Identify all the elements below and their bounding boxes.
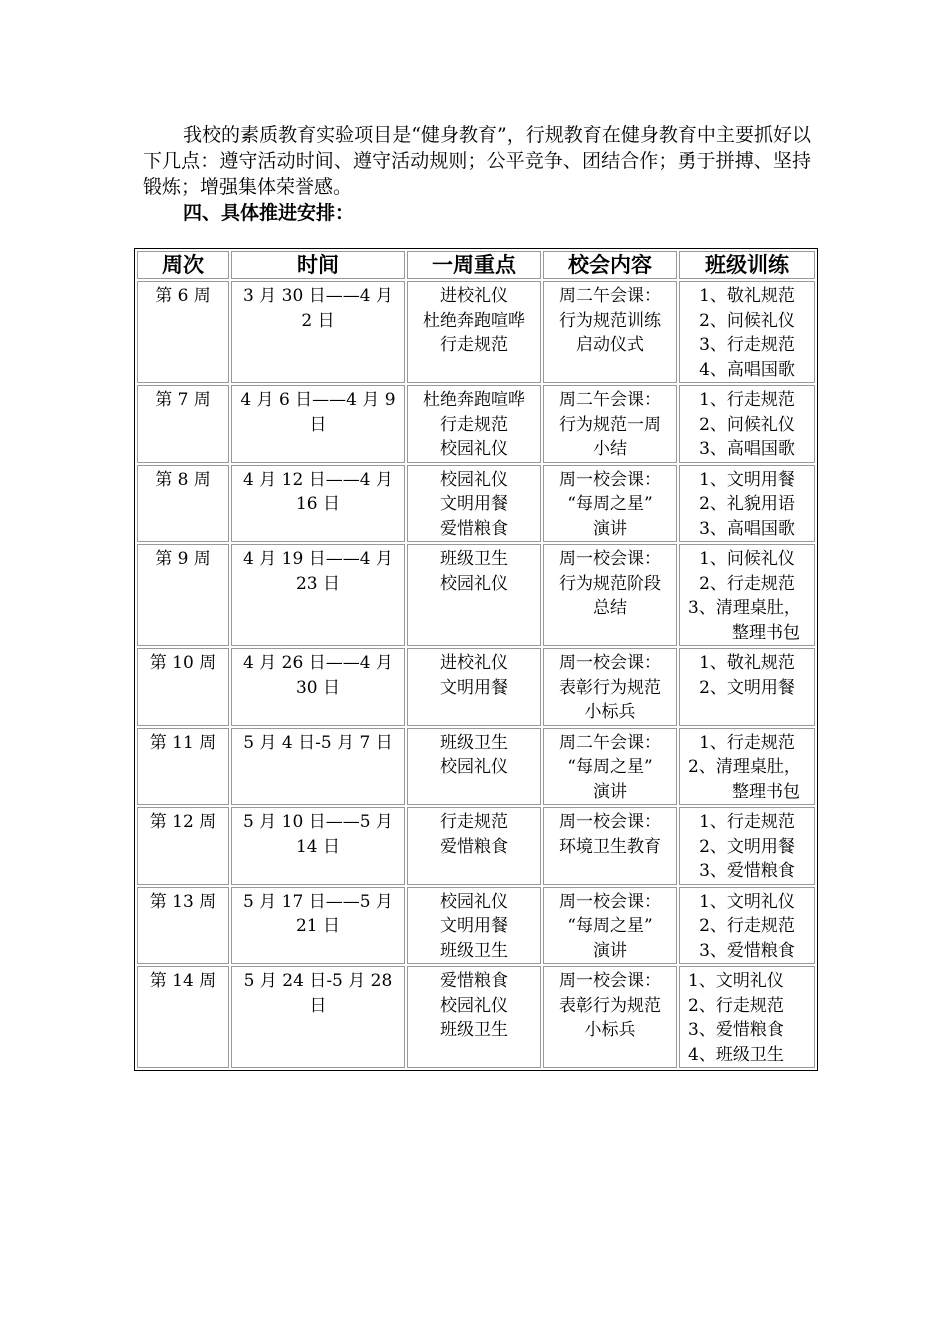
cell-training [679,887,815,965]
assembly-line: “每周之星” [567,757,653,777]
training-line: 2、问候礼仪 [699,414,795,435]
cell-training [679,966,815,1068]
assembly-line: 总结 [593,598,627,618]
section-heading: 四、具体推进安排： [183,202,355,224]
training-line: 3、高唱国歌 [699,518,795,539]
cell-focus [407,281,541,383]
assembly-line: 表彰行为规范 [559,677,661,698]
training-line: 1、行走规范 [699,732,795,753]
assembly-line: 周一校会课： [559,653,661,673]
time-line: 5 月 10 日——5 月 [243,812,393,832]
time-line: 3 月 30 日——4 月 [243,286,393,306]
focus-line: 班级卫生 [440,940,508,961]
assembly-line: 小结 [593,439,627,459]
assembly-line: 小标兵 [584,1020,636,1040]
training-line: 2、礼貌用语 [699,494,795,514]
training-line: 3、清理桌肚， [688,598,801,618]
focus-line: 班级卫生 [440,1020,508,1040]
training-line: 2、文明用餐 [699,677,795,698]
time-line: 4 月 6 日——4 月 9 [240,390,396,410]
focus-line: 班级卫生 [440,732,508,753]
cell-focus [407,648,541,726]
cell-training [679,648,815,726]
training-line: 3、爱惜粮食 [699,940,795,961]
assembly-line: 启动仪式 [576,335,644,355]
assembly-line: 行为规范训练 [559,310,661,331]
cell-focus [407,807,541,885]
cell-time [231,281,405,383]
intro-paragraph: 我校的素质教育实验项目是“健身教育”，行规教育在健身教育中主要抓好以下几点：遵守活动时间、遵守活动规则；公平竞争、团结合作；勇于拼搏、坚持锻炼；增强集体荣誉感。 [143,124,811,198]
focus-line: 爱惜粮食 [440,836,508,857]
training-line: 2、行走规范 [699,916,795,936]
cell-training [679,544,815,646]
training-line: 3、爱惜粮食 [688,1020,784,1040]
cell-week: 第 13 周 [137,887,229,965]
cell-week: 第 6 周 [137,281,229,383]
cell-training [679,465,815,543]
cell-week: 第 8 周 [137,465,229,543]
header-row [137,251,815,279]
focus-line: 校园礼仪 [440,891,508,912]
cell-time [231,465,405,543]
training-line: 2、问候礼仪 [699,310,795,331]
table-row [137,385,815,463]
focus-line: 行走规范 [440,335,508,355]
cell-week: 第 11 周 [137,728,229,806]
cell-time [231,966,405,1068]
training-line: 1、敬礼规范 [699,286,795,306]
training-line: 3、高唱国歌 [699,439,795,459]
focus-line: 校园礼仪 [440,995,508,1016]
assembly-line: 周一校会课： [559,971,661,991]
cell-week: 第 9 周 [137,544,229,646]
cell-focus [407,966,541,1068]
training-line: 4、班级卫生 [688,1044,784,1065]
header-training: 班级训练 [679,251,815,279]
header-time: 时间 [231,251,405,279]
schedule-header [137,251,815,279]
cell-time [231,544,405,646]
training-line: 1、行走规范 [699,390,795,410]
training-line: 3、爱惜粮食 [699,861,795,881]
focus-line: 行走规范 [440,414,508,435]
cell-assembly [543,385,677,463]
table-row [137,465,815,543]
time-line: 21 日 [295,916,341,936]
training-line: 2、清理桌肚， [688,757,801,777]
focus-line: 进校礼仪 [440,286,508,306]
assembly-line: 周一校会课： [559,891,661,912]
time-line: 16 日 [295,494,341,514]
cell-assembly [543,544,677,646]
table-row [137,728,815,806]
training-line: 1、行走规范 [699,812,795,832]
assembly-line: 周二午会课： [559,390,661,410]
time-line: 4 月 12 日——4 月 [243,469,393,490]
focus-line: 校园礼仪 [440,573,508,594]
focus-line: 文明用餐 [440,916,508,936]
time-line: 5 月 4 日-5 月 7 日 [243,732,393,753]
focus-line: 进校礼仪 [440,653,508,673]
focus-line: 校园礼仪 [440,439,508,459]
training-line: 4、高唱国歌 [699,359,795,380]
cell-focus [407,385,541,463]
focus-line: 班级卫生 [440,549,508,569]
focus-line: 校园礼仪 [440,469,508,490]
cell-time [231,887,405,965]
focus-line: 行走规范 [440,812,508,832]
focus-line: 文明用餐 [440,494,508,514]
time-line: 14 日 [295,836,341,857]
cell-training [679,807,815,885]
assembly-line: “每周之星” [567,916,653,936]
training-line: 2、行走规范 [688,995,784,1016]
table-row [137,281,815,383]
training-line: 1、文明礼仪 [699,891,795,912]
cell-time [231,385,405,463]
training-line: 1、问候礼仪 [699,549,795,569]
cell-assembly [543,966,677,1068]
focus-line: 校园礼仪 [440,757,508,777]
time-line: 23 日 [295,573,341,594]
assembly-line: 周一校会课： [559,549,661,569]
intro-text [143,122,811,200]
schedule-table [134,248,818,1071]
cell-assembly [543,648,677,726]
time-line: 30 日 [295,677,341,698]
time-line: 5 月 17 日——5 月 [243,891,393,912]
schedule-body [137,281,815,1068]
cell-training [679,385,815,463]
assembly-line: 行为规范一周 [559,414,661,435]
table-row [137,544,815,646]
focus-line: 爱惜粮食 [440,971,508,991]
assembly-line: 周一校会课： [559,812,661,832]
assembly-line: 演讲 [593,940,627,961]
cell-time [231,807,405,885]
table-row [137,807,815,885]
table-row [137,648,815,726]
assembly-line: 周二午会课： [559,286,661,306]
time-line: 日 [309,995,327,1016]
time-line: 日 [309,414,327,435]
cell-assembly [543,281,677,383]
cell-time [231,648,405,726]
table-row [137,966,815,1068]
assembly-line: 演讲 [593,518,627,539]
focus-line: 杜绝奔跑喧哗 [423,390,525,410]
training-line: 整理书包 [732,622,800,643]
cell-week: 第 14 周 [137,966,229,1068]
training-line: 3、行走规范 [699,335,795,355]
focus-line: 爱惜粮食 [440,518,508,539]
cell-time [231,728,405,806]
training-line: 2、行走规范 [699,573,795,594]
cell-week: 第 7 周 [137,385,229,463]
cell-assembly [543,465,677,543]
assembly-line: 演讲 [593,781,627,802]
assembly-line: 周一校会课： [559,469,661,490]
cell-week: 第 12 周 [137,807,229,885]
assembly-line: 表彰行为规范 [559,995,661,1016]
cell-training [679,728,815,806]
header-week: 周次 [137,251,229,279]
focus-line: 杜绝奔跑喧哗 [423,310,525,331]
cell-assembly [543,728,677,806]
cell-training [679,281,815,383]
assembly-line: 小标兵 [584,702,636,722]
focus-line: 文明用餐 [440,677,508,698]
cell-week: 第 10 周 [137,648,229,726]
cell-focus [407,544,541,646]
assembly-line: 行为规范阶段 [559,573,661,594]
training-line: 1、文明用餐 [699,469,795,490]
time-line: 5 月 24 日-5 月 28 [243,971,393,991]
cell-focus [407,465,541,543]
training-line: 1、文明礼仪 [688,971,784,991]
time-line: 2 日 [301,310,335,331]
time-line: 4 月 26 日——4 月 [243,653,393,673]
assembly-line: 周二午会课： [559,732,661,753]
cell-assembly [543,887,677,965]
cell-focus [407,887,541,965]
training-line: 1、敬礼规范 [699,653,795,673]
table-row [137,887,815,965]
time-line: 4 月 19 日——4 月 [243,549,393,569]
cell-assembly [543,807,677,885]
assembly-line: 环境卫生教育 [559,836,661,857]
cell-focus [407,728,541,806]
header-assembly: 校会内容 [543,251,677,279]
header-focus: 一周重点 [407,251,541,279]
training-line: 2、文明用餐 [699,836,795,857]
training-line: 整理书包 [732,781,800,802]
assembly-line: “每周之星” [567,494,653,514]
